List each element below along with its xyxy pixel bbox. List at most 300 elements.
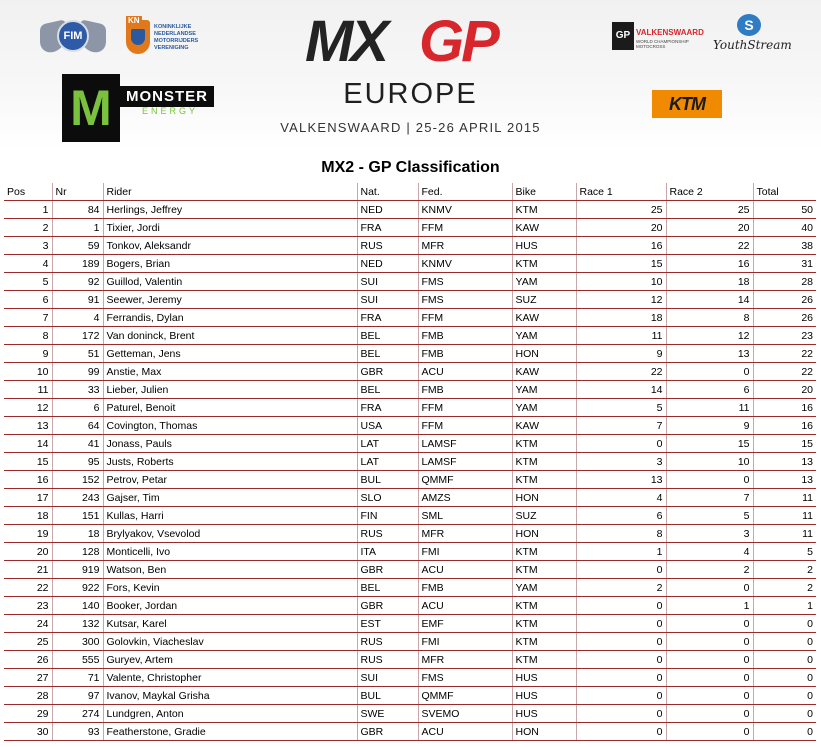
cell-nr: 64 <box>52 417 103 435</box>
cell-race2: 10 <box>666 453 753 471</box>
cell-fed: FFM <box>418 417 512 435</box>
cell-nr: 84 <box>52 201 103 219</box>
cell-nat: GBR <box>357 363 418 381</box>
cell-nr: 172 <box>52 327 103 345</box>
cell-fed: LAMSF <box>418 453 512 471</box>
table-row <box>4 633 816 651</box>
cell-race1: 18 <box>576 309 666 327</box>
cell-total: 11 <box>753 507 816 525</box>
cell-pos: 27 <box>4 669 52 687</box>
cell-nr: 151 <box>52 507 103 525</box>
cell-pos: 2 <box>4 219 52 237</box>
cell-race2: 16 <box>666 255 753 273</box>
cell-rider: Justs, Roberts <box>103 453 357 471</box>
cell-rider: Petrov, Petar <box>103 471 357 489</box>
cell-pos: 15 <box>4 453 52 471</box>
cell-race1: 12 <box>576 291 666 309</box>
cell-pos: 24 <box>4 615 52 633</box>
cell-rider: Fors, Kevin <box>103 579 357 597</box>
cell-fed: MFR <box>418 237 512 255</box>
table-row <box>4 723 816 741</box>
cell-pos: 17 <box>4 489 52 507</box>
cell-pos: 16 <box>4 471 52 489</box>
cell-race2: 5 <box>666 507 753 525</box>
cell-race1: 14 <box>576 381 666 399</box>
cell-race2: 0 <box>666 471 753 489</box>
cell-rider: Anstie, Max <box>103 363 357 381</box>
cell-nat: ITA <box>357 543 418 561</box>
table-row <box>4 525 816 543</box>
cell-nat: BEL <box>357 579 418 597</box>
table-row <box>4 561 816 579</box>
cell-pos: 6 <box>4 291 52 309</box>
cell-race2: 7 <box>666 489 753 507</box>
valkenswaard-logo <box>612 18 704 56</box>
cell-nat: FRA <box>357 399 418 417</box>
cell-nat: SUI <box>357 273 418 291</box>
cell-fed: ACU <box>418 597 512 615</box>
cell-total: 22 <box>753 363 816 381</box>
cell-fed: FMI <box>418 543 512 561</box>
cell-race1: 0 <box>576 615 666 633</box>
cell-pos: 30 <box>4 723 52 741</box>
cell-fed: ACU <box>418 561 512 579</box>
cell-nr: 189 <box>52 255 103 273</box>
cell-fed: FMI <box>418 633 512 651</box>
cell-fed: FMS <box>418 291 512 309</box>
cell-total: 28 <box>753 273 816 291</box>
table-header-row <box>4 183 816 201</box>
col-header-rider: Rider <box>103 183 357 201</box>
cell-bike: HUS <box>512 705 576 723</box>
cell-rider: Van doninck, Brent <box>103 327 357 345</box>
table-row <box>4 201 816 219</box>
cell-race2: 0 <box>666 633 753 651</box>
table-row <box>4 615 816 633</box>
cell-race1: 5 <box>576 399 666 417</box>
cell-race2: 9 <box>666 417 753 435</box>
cell-race1: 0 <box>576 723 666 741</box>
cell-race2: 15 <box>666 435 753 453</box>
cell-race1: 10 <box>576 273 666 291</box>
cell-bike: HUS <box>512 669 576 687</box>
cell-race2: 0 <box>666 615 753 633</box>
cell-nat: USA <box>357 417 418 435</box>
cell-race2: 12 <box>666 327 753 345</box>
table-row <box>4 435 816 453</box>
cell-total: 0 <box>753 651 816 669</box>
cell-nr: 99 <box>52 363 103 381</box>
cell-nat: NED <box>357 201 418 219</box>
cell-fed: FMB <box>418 345 512 363</box>
cell-bike: HON <box>512 345 576 363</box>
cell-bike: KTM <box>512 471 576 489</box>
cell-bike: YAM <box>512 327 576 345</box>
cell-nr: 132 <box>52 615 103 633</box>
cell-rider: Seewer, Jeremy <box>103 291 357 309</box>
cell-race2: 2 <box>666 561 753 579</box>
table-row <box>4 381 816 399</box>
table-row <box>4 705 816 723</box>
table-row <box>4 363 816 381</box>
cell-race2: 22 <box>666 237 753 255</box>
cell-nat: FIN <box>357 507 418 525</box>
cell-bike: KAW <box>512 363 576 381</box>
cell-fed: SVEMO <box>418 705 512 723</box>
cell-nat: FRA <box>357 309 418 327</box>
table-row <box>4 309 816 327</box>
cell-rider: Watson, Ben <box>103 561 357 579</box>
cell-total: 23 <box>753 327 816 345</box>
col-header-total: Total <box>753 183 816 201</box>
cell-rider: Booker, Jordan <box>103 597 357 615</box>
table-row <box>4 453 816 471</box>
cell-pos: 19 <box>4 525 52 543</box>
cell-race1: 16 <box>576 237 666 255</box>
cell-pos: 20 <box>4 543 52 561</box>
cell-nr: 51 <box>52 345 103 363</box>
cell-pos: 12 <box>4 399 52 417</box>
cell-pos: 3 <box>4 237 52 255</box>
cell-race1: 6 <box>576 507 666 525</box>
cell-bike: SUZ <box>512 291 576 309</box>
cell-race2: 0 <box>666 723 753 741</box>
cell-total: 11 <box>753 525 816 543</box>
cell-pos: 13 <box>4 417 52 435</box>
cell-bike: YAM <box>512 273 576 291</box>
cell-nr: 555 <box>52 651 103 669</box>
cell-nat: LAT <box>357 435 418 453</box>
cell-nat: GBR <box>357 561 418 579</box>
table-row <box>4 597 816 615</box>
cell-nat: GBR <box>357 597 418 615</box>
table-row <box>4 255 816 273</box>
cell-race1: 7 <box>576 417 666 435</box>
cell-bike: KTM <box>512 543 576 561</box>
cell-nr: 41 <box>52 435 103 453</box>
cell-rider: Golovkin, Viacheslav <box>103 633 357 651</box>
cell-nr: 59 <box>52 237 103 255</box>
cell-pos: 25 <box>4 633 52 651</box>
cell-nr: 243 <box>52 489 103 507</box>
cell-nr: 1 <box>52 219 103 237</box>
cell-bike: YAM <box>512 399 576 417</box>
table-row <box>4 273 816 291</box>
cell-race1: 1 <box>576 543 666 561</box>
cell-bike: HUS <box>512 237 576 255</box>
cell-race2: 18 <box>666 273 753 291</box>
cell-race2: 0 <box>666 579 753 597</box>
cell-fed: FMS <box>418 669 512 687</box>
cell-race1: 0 <box>576 597 666 615</box>
cell-race2: 25 <box>666 201 753 219</box>
cell-fed: FMB <box>418 327 512 345</box>
cell-pos: 18 <box>4 507 52 525</box>
cell-nr: 128 <box>52 543 103 561</box>
cell-bike: YAM <box>512 579 576 597</box>
cell-total: 40 <box>753 219 816 237</box>
cell-bike: KTM <box>512 435 576 453</box>
venue-dates: VALKENSWAARD | 25-26 APRIL 2015 <box>280 120 541 135</box>
cell-race2: 3 <box>666 525 753 543</box>
cell-bike: KAW <box>512 309 576 327</box>
mxgp-mx: MX <box>305 9 386 74</box>
cell-nr: 6 <box>52 399 103 417</box>
cell-total: 0 <box>753 615 816 633</box>
cell-total: 26 <box>753 309 816 327</box>
cell-fed: FFM <box>418 309 512 327</box>
cell-pos: 23 <box>4 597 52 615</box>
youthstream-s-icon: S <box>737 14 761 36</box>
cell-fed: MFR <box>418 525 512 543</box>
cell-fed: EMF <box>418 615 512 633</box>
cell-race1: 0 <box>576 687 666 705</box>
cell-fed: FFM <box>418 399 512 417</box>
cell-pos: 5 <box>4 273 52 291</box>
cell-race2: 14 <box>666 291 753 309</box>
ktm-logo: KTM <box>652 90 722 118</box>
table-row <box>4 687 816 705</box>
cell-nat: RUS <box>357 651 418 669</box>
cell-race2: 6 <box>666 381 753 399</box>
cell-total: 38 <box>753 237 816 255</box>
mxgp-logo <box>305 10 520 74</box>
cell-total: 31 <box>753 255 816 273</box>
monster-claw-icon: M <box>62 74 120 142</box>
cell-nat: RUS <box>357 237 418 255</box>
cell-fed: AMZS <box>418 489 512 507</box>
cell-race2: 11 <box>666 399 753 417</box>
cell-race1: 25 <box>576 201 666 219</box>
cell-fed: KNMV <box>418 201 512 219</box>
cell-pos: 21 <box>4 561 52 579</box>
cell-nat: RUS <box>357 525 418 543</box>
cell-race2: 0 <box>666 363 753 381</box>
cell-nr: 152 <box>52 471 103 489</box>
cell-total: 5 <box>753 543 816 561</box>
table-row <box>4 291 816 309</box>
cell-nat: EST <box>357 615 418 633</box>
cell-total: 0 <box>753 705 816 723</box>
cell-race1: 8 <box>576 525 666 543</box>
cell-nat: SUI <box>357 669 418 687</box>
classification-title: MX2 - GP Classification <box>321 159 500 176</box>
cell-fed: MFR <box>418 651 512 669</box>
cell-nr: 274 <box>52 705 103 723</box>
table-row <box>4 543 816 561</box>
cell-bike: KTM <box>512 453 576 471</box>
mxgp-gp: GP <box>419 9 497 74</box>
cell-total: 1 <box>753 597 816 615</box>
cell-nat: SUI <box>357 291 418 309</box>
cell-pos: 28 <box>4 687 52 705</box>
cell-pos: 10 <box>4 363 52 381</box>
cell-race2: 20 <box>666 219 753 237</box>
cell-bike: HUS <box>512 687 576 705</box>
cell-total: 20 <box>753 381 816 399</box>
cell-rider: Monticelli, Ivo <box>103 543 357 561</box>
cell-bike: KTM <box>512 633 576 651</box>
cell-total: 2 <box>753 561 816 579</box>
cell-race2: 8 <box>666 309 753 327</box>
cell-rider: Featherstone, Gradie <box>103 723 357 741</box>
knmv-logo <box>124 16 204 60</box>
cell-rider: Guryev, Artem <box>103 651 357 669</box>
cell-nat: FRA <box>357 219 418 237</box>
cell-total: 13 <box>753 471 816 489</box>
cell-nr: 93 <box>52 723 103 741</box>
cell-total: 0 <box>753 633 816 651</box>
cell-nat: RUS <box>357 633 418 651</box>
col-header-race2: Race 2 <box>666 183 753 201</box>
cell-bike: YAM <box>512 381 576 399</box>
cell-pos: 11 <box>4 381 52 399</box>
cell-nat: BUL <box>357 471 418 489</box>
cell-rider: Valente, Christopher <box>103 669 357 687</box>
table-row <box>4 219 816 237</box>
cell-nat: LAT <box>357 453 418 471</box>
col-header-race1: Race 1 <box>576 183 666 201</box>
cell-nat: GBR <box>357 723 418 741</box>
cell-rider: Gajser, Tim <box>103 489 357 507</box>
youthstream-logo <box>713 14 792 58</box>
cell-pos: 9 <box>4 345 52 363</box>
cell-pos: 26 <box>4 651 52 669</box>
cell-pos: 14 <box>4 435 52 453</box>
cell-total: 0 <box>753 669 816 687</box>
cell-rider: Jonass, Pauls <box>103 435 357 453</box>
cell-bike: KAW <box>512 417 576 435</box>
cell-race1: 4 <box>576 489 666 507</box>
cell-nat: BEL <box>357 381 418 399</box>
cell-race1: 0 <box>576 561 666 579</box>
cell-rider: Kullas, Harri <box>103 507 357 525</box>
col-header-bike: Bike <box>512 183 576 201</box>
cell-fed: FFM <box>418 219 512 237</box>
cell-rider: Bogers, Brian <box>103 255 357 273</box>
table-row <box>4 651 816 669</box>
cell-pos: 29 <box>4 705 52 723</box>
cell-race1: 11 <box>576 327 666 345</box>
cell-race1: 0 <box>576 669 666 687</box>
table-row <box>4 237 816 255</box>
table-row <box>4 417 816 435</box>
cell-nat: BUL <box>357 687 418 705</box>
table-row <box>4 345 816 363</box>
valk-gp-icon: GP <box>612 22 634 50</box>
knmv-text: KONINKLIJKE NEDERLANDSE MOTORRIJDERS VERENIGING <box>154 24 199 51</box>
cell-nat: SWE <box>357 705 418 723</box>
cell-rider: Tixier, Jordi <box>103 219 357 237</box>
knmv-badge: KN <box>128 16 140 25</box>
cell-rider: Paturel, Benoit <box>103 399 357 417</box>
table-row <box>4 399 816 417</box>
cell-nr: 300 <box>52 633 103 651</box>
valk-name: VALKENSWAARD <box>636 28 704 37</box>
monster-word: MONSTER <box>120 86 214 107</box>
cell-race2: 0 <box>666 687 753 705</box>
cell-race1: 0 <box>576 633 666 651</box>
cell-nr: 91 <box>52 291 103 309</box>
cell-fed: QMMF <box>418 471 512 489</box>
cell-bike: KTM <box>512 201 576 219</box>
monster-sub: ENERGY <box>142 106 199 116</box>
youthstream-name: YouthStream <box>713 38 792 52</box>
cell-nr: 95 <box>52 453 103 471</box>
cell-rider: Guillod, Valentin <box>103 273 357 291</box>
cell-race1: 0 <box>576 705 666 723</box>
cell-nr: 140 <box>52 597 103 615</box>
col-header-nr: Nr <box>52 183 103 201</box>
cell-nat: BEL <box>357 345 418 363</box>
cell-fed: ACU <box>418 723 512 741</box>
cell-fed: FMB <box>418 579 512 597</box>
fim-logo <box>40 18 106 56</box>
cell-rider: Tonkov, Aleksandr <box>103 237 357 255</box>
cell-total: 50 <box>753 201 816 219</box>
cell-total: 15 <box>753 435 816 453</box>
fim-globe: FIM <box>57 20 89 52</box>
cell-fed: SML <box>418 507 512 525</box>
cell-rider: Herlings, Jeffrey <box>103 201 357 219</box>
cell-race2: 1 <box>666 597 753 615</box>
classification-table <box>4 183 816 741</box>
cell-race1: 2 <box>576 579 666 597</box>
cell-race2: 0 <box>666 705 753 723</box>
cell-total: 0 <box>753 723 816 741</box>
cell-nat: BEL <box>357 327 418 345</box>
table-row <box>4 327 816 345</box>
cell-nr: 4 <box>52 309 103 327</box>
cell-rider: Covington, Thomas <box>103 417 357 435</box>
table-row <box>4 579 816 597</box>
knmv-shield-icon <box>126 20 150 54</box>
table-row <box>4 471 816 489</box>
cell-pos: 8 <box>4 327 52 345</box>
cell-pos: 4 <box>4 255 52 273</box>
header-banner <box>0 0 821 150</box>
cell-bike: KAW <box>512 219 576 237</box>
cell-rider: Lundgren, Anton <box>103 705 357 723</box>
cell-race1: 9 <box>576 345 666 363</box>
cell-race1: 0 <box>576 435 666 453</box>
valk-sub: WORLD CHAMPIONSHIP MOTOCROSS <box>636 39 689 49</box>
col-header-fed: Fed. <box>418 183 512 201</box>
col-header-nat: Nat. <box>357 183 418 201</box>
cell-race2: 4 <box>666 543 753 561</box>
cell-bike: HON <box>512 723 576 741</box>
cell-bike: KTM <box>512 597 576 615</box>
cell-bike: KTM <box>512 561 576 579</box>
table-row <box>4 507 816 525</box>
cell-bike: KTM <box>512 255 576 273</box>
cell-rider: Ferrandis, Dylan <box>103 309 357 327</box>
cell-fed: FMB <box>418 381 512 399</box>
cell-total: 22 <box>753 345 816 363</box>
cell-nat: NED <box>357 255 418 273</box>
cell-rider: Kutsar, Karel <box>103 615 357 633</box>
cell-nr: 18 <box>52 525 103 543</box>
table-row <box>4 489 816 507</box>
cell-total: 16 <box>753 399 816 417</box>
cell-rider: Lieber, Julien <box>103 381 357 399</box>
cell-fed: KNMV <box>418 255 512 273</box>
cell-bike: HON <box>512 525 576 543</box>
cell-nr: 922 <box>52 579 103 597</box>
cell-fed: ACU <box>418 363 512 381</box>
cell-bike: KTM <box>512 615 576 633</box>
cell-rider: Brylyakov, Vsevolod <box>103 525 357 543</box>
